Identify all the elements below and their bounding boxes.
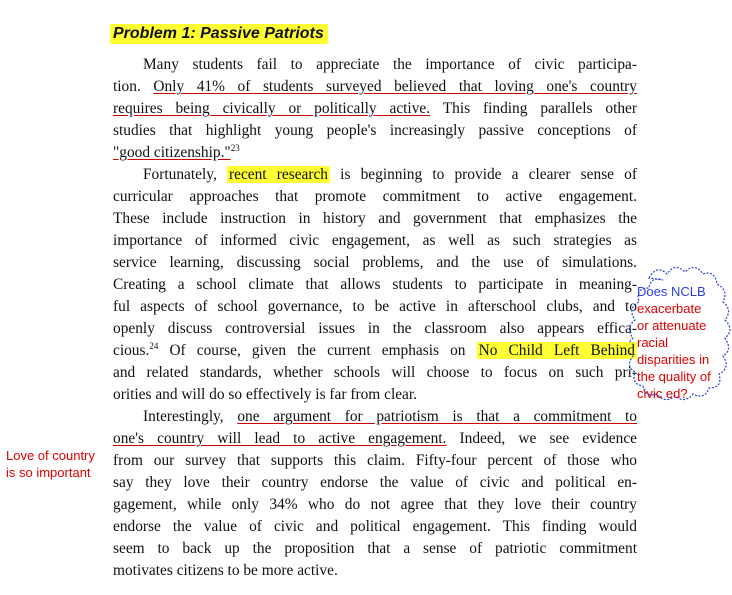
p3-line-1-a: Interestingly,	[143, 408, 238, 425]
p3-line-6: endorse the value of civic and political engagement. This finding would	[113, 518, 637, 535]
underlined-patriotism-argument-end: one's country will lead to active engagement.	[113, 430, 447, 447]
margin-note-right-line-2: exacerbate	[637, 301, 702, 316]
margin-note-right-line-1: Does NCLB	[637, 284, 706, 299]
p2-line-6: Creating a school climate that allows students to participate in meaning-	[113, 276, 637, 293]
p1-line-3-text: This finding parallels other	[430, 100, 638, 117]
margin-note-right-line-3: or attenuate	[637, 318, 707, 333]
p2-line-9-a: cious.	[113, 342, 150, 359]
p2-line-5: service learning, discussing social problems, and the use of simulations.	[113, 254, 637, 271]
margin-note-right-line-5: disparities in	[637, 352, 710, 367]
underlined-claim-end: requires being civically or politically active.	[113, 100, 431, 117]
p1-line-1: Many students fail to appreciate the importance of civic participa-	[143, 56, 637, 73]
p2-line-8: openly discuss controversial issues in the classroom also appears effica-	[113, 320, 637, 337]
footnote-ref-23: 23	[230, 142, 240, 153]
p1-line-5	[113, 142, 637, 164]
p2-line-1-b: is beginning to provide a clearer sense of	[330, 166, 638, 183]
underlined-good-citizenship: "good citizenship."	[113, 144, 231, 161]
p1-line-3	[113, 98, 637, 120]
p2-line-7: ful aspects of school governance, to be active in afterschool clubs, and to	[113, 298, 637, 315]
p2-line-1-a: Fortunately,	[143, 166, 227, 183]
highlight-recent-research: recent research	[228, 166, 329, 183]
p3-line-2-b: Indeed, we see evidence	[446, 430, 637, 447]
margin-note-left-line-2: is so important	[6, 465, 91, 480]
p2-line-11: orities and will do so effectively is far from clear.	[113, 386, 418, 403]
margin-note-right-line-7: civic ed?	[637, 386, 688, 401]
p2-line-2: curricular approaches that promote commitment to active engagement.	[113, 188, 637, 205]
p1-line-2-text: tion.	[113, 78, 154, 95]
underlined-patriotism-argument: one argument for patriotism is that a commitment to	[237, 408, 637, 425]
margin-note-left-line-1: Love of country	[6, 448, 95, 463]
p3-line-7: seem to back up the proposition that a sense of patriotic commitment	[113, 540, 637, 557]
highlight-nclb: No Child Left Behind	[478, 342, 636, 359]
margin-note-right-line-4: racial	[637, 335, 669, 350]
footnote-ref-24: 24	[149, 340, 159, 351]
p1-line-2	[113, 76, 637, 98]
underlined-claim: Only 41% of students surveyed believed that loving one's country	[153, 78, 637, 95]
section-heading: Problem 1: Passive Patriots	[110, 24, 328, 44]
p2-line-10: and related standards, whether schools will choose to focus on such pri-	[113, 364, 637, 381]
margin-note-nclb-question	[637, 283, 732, 402]
p3-line-2	[113, 428, 637, 450]
p3-line-4: say they love their country endorse the value of civic and political en-	[113, 474, 637, 491]
p3-line-5: gagement, while only 34% who do not agree that they love their country	[113, 496, 637, 513]
margin-note-love-of-country	[6, 447, 95, 481]
p1-line-4: studies that highlight young people's increasingly passive conceptions of	[113, 122, 637, 139]
p3-line-8: motivates citizens to be more active.	[113, 562, 338, 579]
p2-line-4: importance of informed civic engagement, as well as such strategies as	[113, 232, 637, 249]
p2-line-9	[113, 340, 637, 362]
p3-line-1	[143, 406, 637, 428]
p3-line-3: from our survey that supports this claim. Fifty-four percent of those who	[113, 452, 637, 469]
p2-line-9-b: Of course, given the current emphasis on	[158, 342, 477, 359]
margin-note-right-line-6: the quality of	[637, 369, 711, 384]
p2-line-1	[143, 164, 637, 186]
p2-line-3: These include instruction in history and government that emphasizes the	[113, 210, 637, 227]
